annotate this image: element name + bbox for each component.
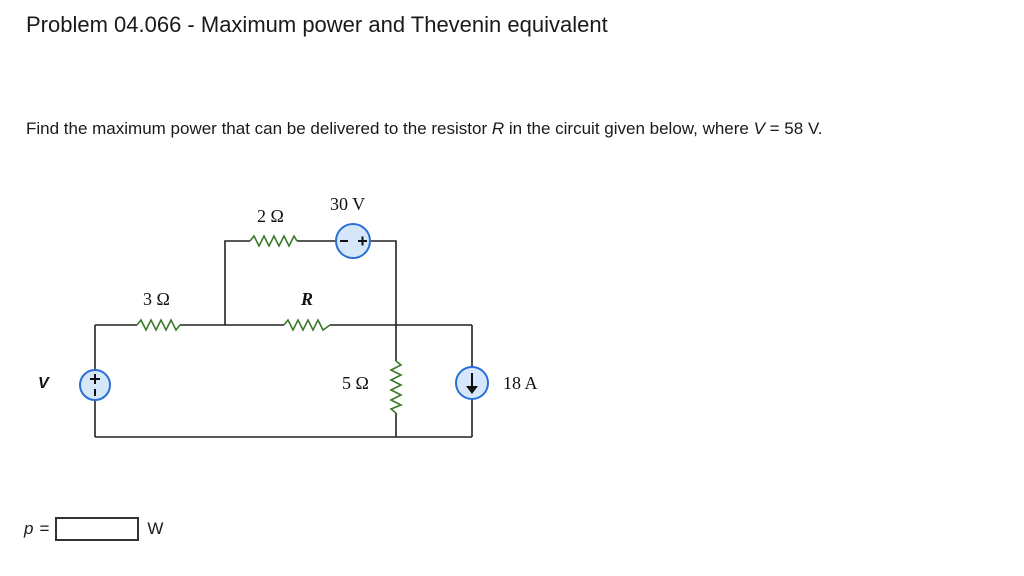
prompt-var-v: V <box>753 119 765 138</box>
resistor-2ohm <box>250 236 297 246</box>
label-2ohm: 2 Ω <box>257 206 284 226</box>
prompt-text-2: in the circuit given below, where <box>504 119 754 138</box>
resistor-r <box>284 320 330 330</box>
answer-equals: = <box>39 519 50 538</box>
circuit-wires <box>95 241 472 437</box>
prompt-text-1: Find the maximum power that can be delivered to the resistor <box>26 119 492 138</box>
power-answer-input[interactable] <box>55 517 139 541</box>
label-r: R <box>301 289 314 309</box>
label-3ohm: 3 Ω <box>143 289 170 309</box>
voltage-source-30v <box>336 224 370 258</box>
label-v: V <box>38 375 49 392</box>
prompt-text-3: = 58 V. <box>764 119 823 138</box>
answer-row <box>24 514 163 544</box>
prompt-var-r: R <box>491 119 505 138</box>
answer-label: p <box>24 519 34 538</box>
resistor-5ohm <box>391 361 401 413</box>
problem-title: Problem 04.066 - Maximum power and Thevenin equivalent <box>26 12 608 37</box>
voltage-source-v <box>80 370 110 400</box>
answer-unit: W <box>147 519 164 538</box>
resistor-3ohm <box>137 320 180 330</box>
label-30v: 30 V <box>330 194 366 214</box>
current-source-18a <box>456 367 488 399</box>
label-18a: 18 A <box>503 373 538 393</box>
label-5ohm: 5 Ω <box>342 373 369 393</box>
